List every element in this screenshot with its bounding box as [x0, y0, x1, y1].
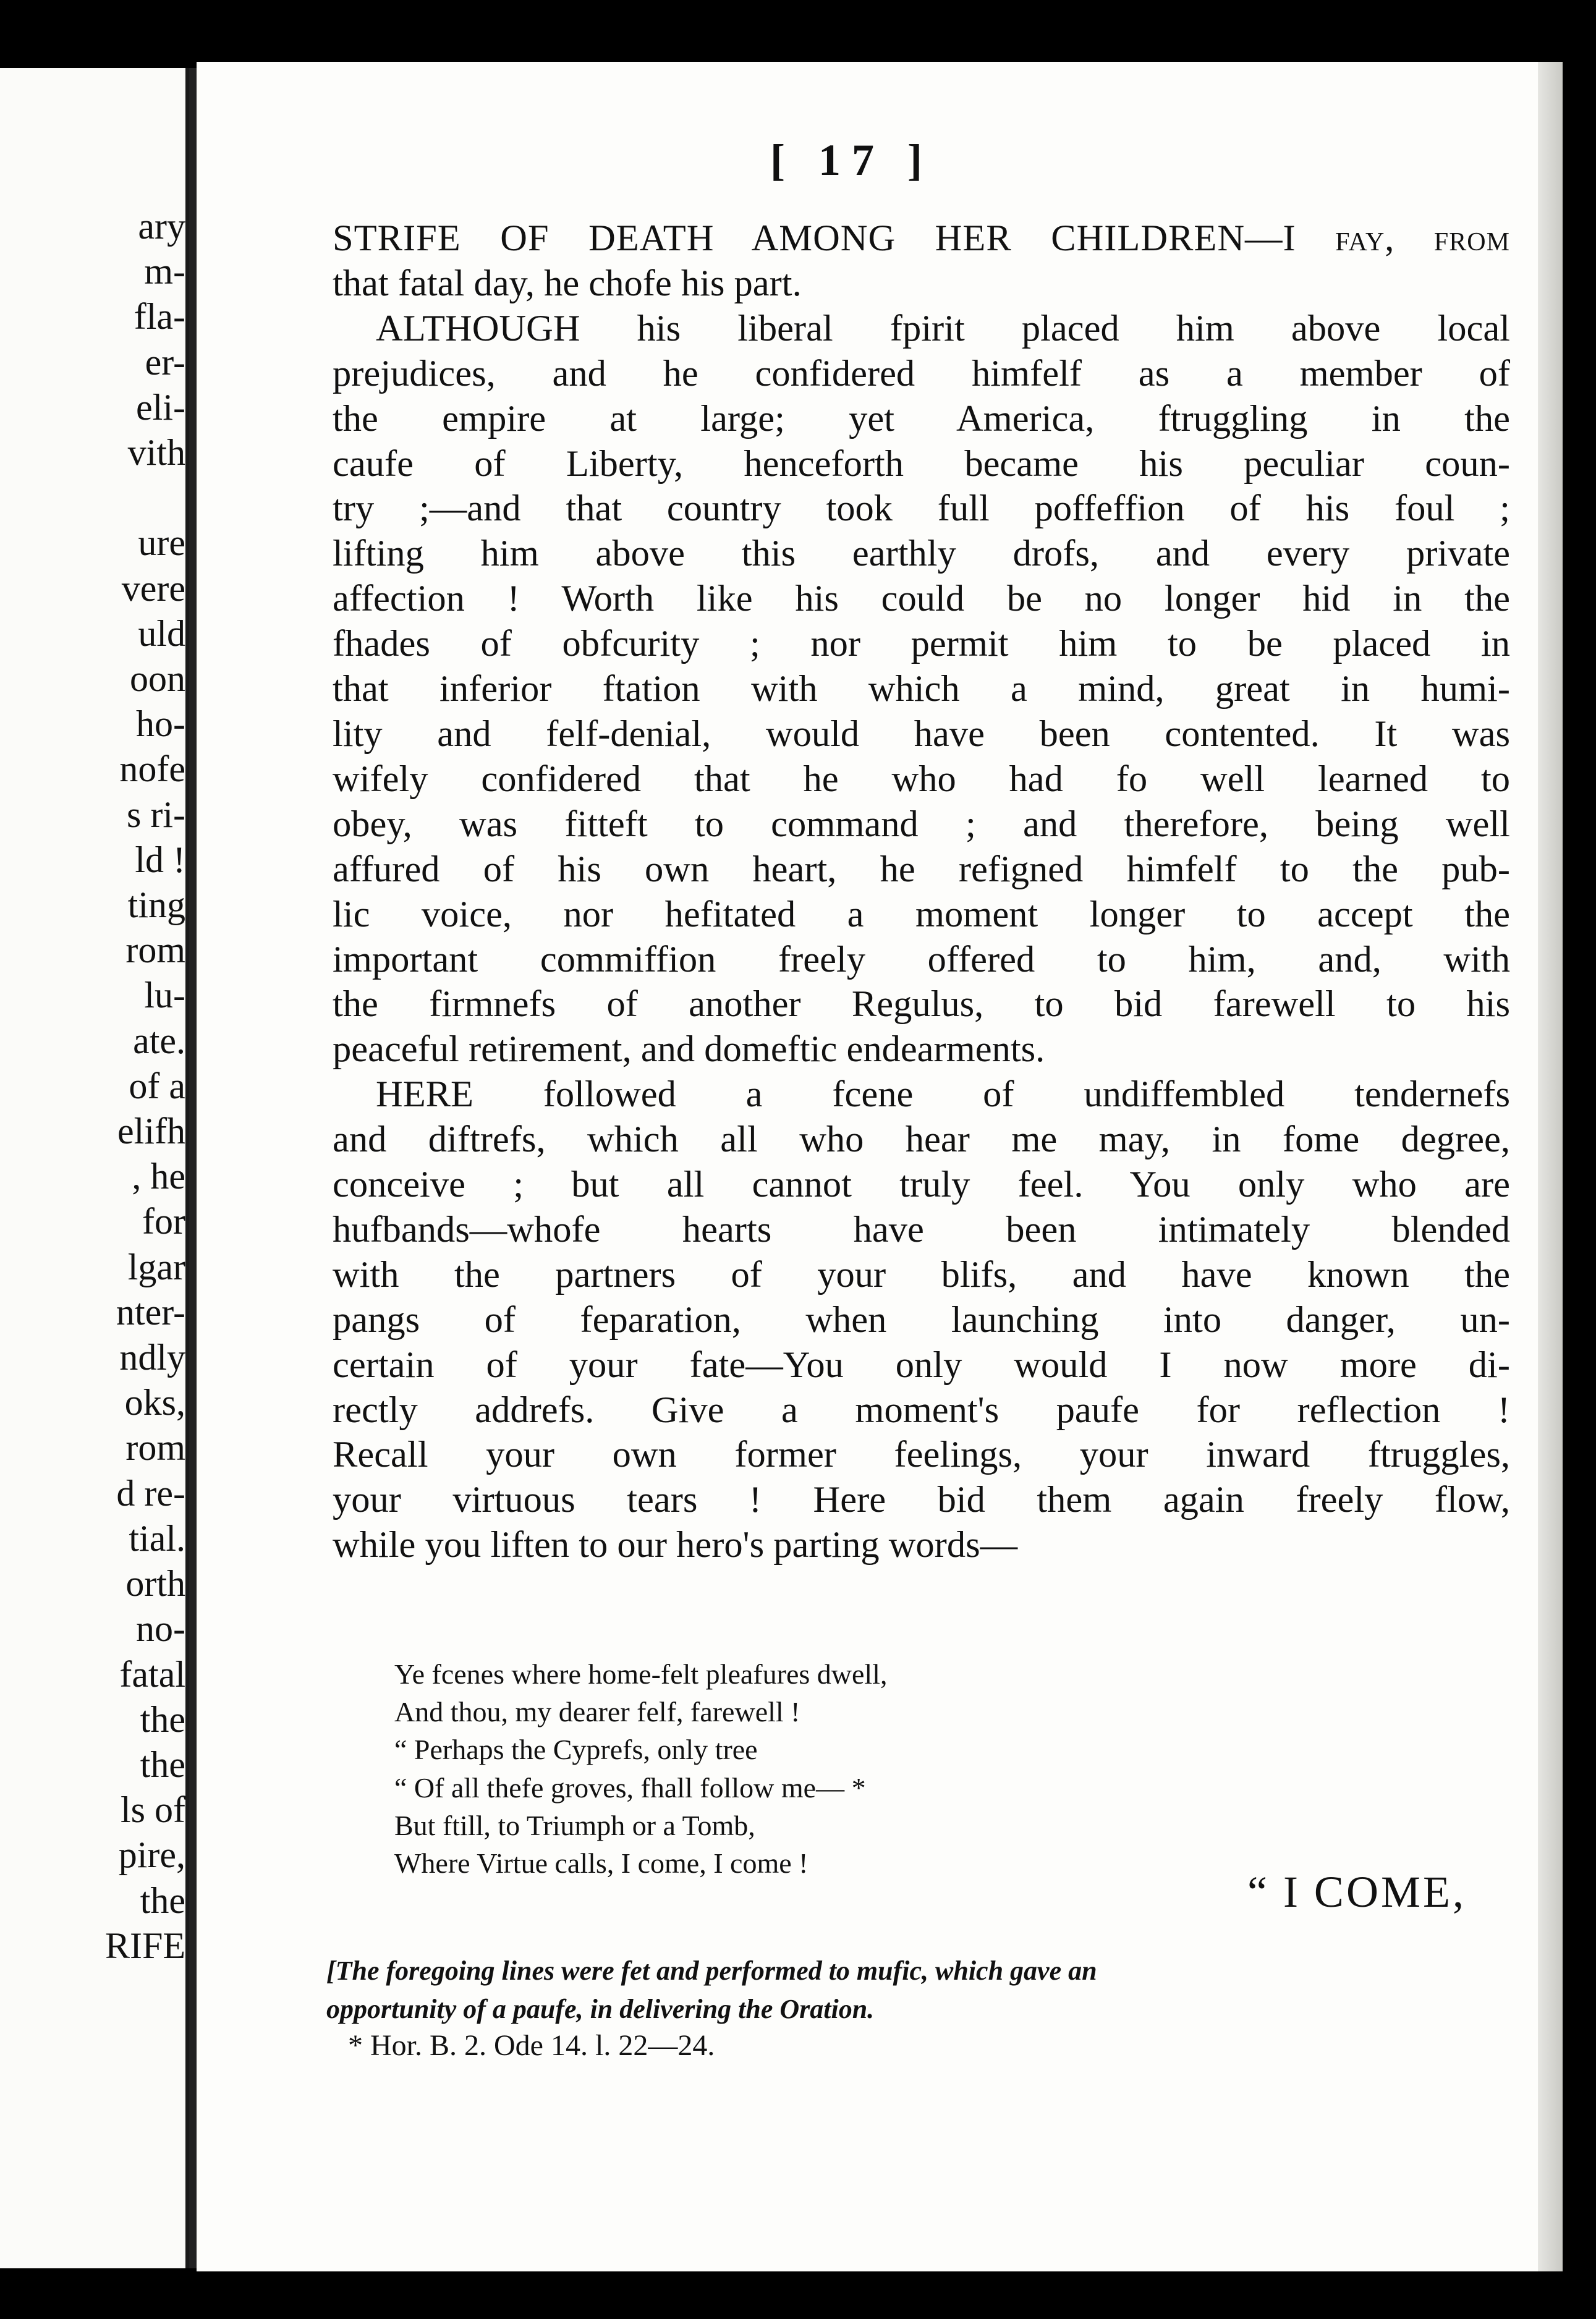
- text-line: hufbands—whofe hearts have been intimately blended: [333, 1208, 1510, 1250]
- facing-page-fragment: ure: [138, 522, 185, 564]
- text-line: lity and felf-denial, would have been contented. It was: [333, 713, 1510, 755]
- facing-page-fragment: fatal: [119, 1653, 185, 1695]
- facing-page-text-fragments: [62, 204, 185, 1969]
- text-line: the firmnefs of another Regulus, to bid farewell to his: [333, 983, 1510, 1025]
- facing-page-fragment: rom: [125, 1427, 185, 1469]
- facing-page-fragment: vith: [127, 432, 185, 473]
- facing-page-fragment: d re-: [116, 1472, 185, 1514]
- facing-page-fragment: pire,: [118, 1834, 185, 1876]
- facing-page-fragment: ndly: [119, 1337, 185, 1378]
- facing-page-fragment: no-: [136, 1608, 185, 1650]
- poem-line: “ Of all thefe groves, fhall follow me— *: [394, 1771, 866, 1804]
- poem-verse: [394, 1655, 887, 1882]
- facing-page-fragment: orth: [125, 1563, 185, 1605]
- facing-page-fragment: oks,: [124, 1382, 185, 1423]
- page-17: [197, 62, 1538, 2271]
- facing-page-left: [0, 68, 189, 2268]
- text-line: Recall your own former feelings, your inward ftruggles,: [333, 1434, 1510, 1476]
- facing-page-fragment: ting: [127, 884, 185, 926]
- facing-page-fragment: ld !: [135, 839, 185, 880]
- facing-page-fragment: lgar: [127, 1246, 185, 1287]
- text-line: pangs of feparation, when launching into danger, un-: [333, 1299, 1510, 1341]
- text-line: rectly addrefs. Give a moment's paufe for reflection !: [333, 1389, 1510, 1431]
- facing-page-fragment: ate.: [133, 1020, 185, 1061]
- text-line: fhades of obfcurity ; nor permit him to be placed in: [333, 623, 1510, 665]
- bracketed-note: [326, 1952, 1513, 2029]
- text-line: wifely confidered that he who had fo well learned to: [333, 758, 1510, 800]
- poem-line: But ftill, to Triumph or a Tomb,: [394, 1809, 755, 1841]
- footnote-citation: * Hor. B. 2. Ode 14. l. 22—24.: [348, 2029, 715, 2062]
- facing-page-fragment: nter-: [116, 1291, 185, 1333]
- facing-page-fragment: the: [140, 1880, 185, 1921]
- facing-page-fragment: er-: [145, 341, 185, 383]
- facing-page-fragment: for: [142, 1201, 185, 1242]
- facing-page-fragment: of a: [129, 1065, 185, 1106]
- text-line: conceive ; but all cannot truly feel. You only who are: [333, 1164, 1510, 1206]
- poem-line: Where Virtue calls, I come, I come !: [394, 1847, 809, 1880]
- facing-page-fragment: oon: [130, 658, 185, 700]
- facing-page-fragment: ary: [138, 206, 185, 247]
- poem-line: Ye fcenes where home-felt pleafures dwell,: [394, 1658, 888, 1690]
- page-edge-shadow: [1538, 62, 1563, 2271]
- facing-page-fragment: m-: [144, 251, 185, 292]
- oration-body-text: [333, 216, 1510, 1568]
- facing-page-fragment: eli-: [136, 386, 185, 428]
- text-line: the empire at large; yet America, ftruggling in the: [333, 397, 1510, 439]
- text-line: with the partners of your blifs, and have known the: [333, 1253, 1510, 1295]
- text-line: and diftrefs, which all who hear me may, in fome degree,: [333, 1119, 1510, 1161]
- facing-page-fragment: [62, 475, 185, 520]
- text-line: obey, was fitteft to command ; and therefore, being well: [333, 803, 1510, 845]
- text-line: caufe of Liberty, henceforth became his peculiar coun-: [333, 443, 1510, 485]
- facing-page-fragment: elifh: [117, 1111, 185, 1152]
- facing-page-fragment: tial.: [129, 1517, 185, 1559]
- text-line: certain of your fate—You only would I now more di-: [333, 1344, 1510, 1386]
- facing-page-fragment: ho-: [136, 703, 185, 745]
- facing-page-fragment: vere: [121, 567, 185, 609]
- text-line: STRIFE OF DEATH AMONG HER CHILDREN—I fay, from: [333, 218, 1510, 259]
- facing-page-fragment: the: [140, 1744, 185, 1785]
- facing-page-fragment: s ri-: [127, 794, 185, 835]
- text-line: peaceful retirement, and domeftic endearments.: [333, 1028, 1045, 1070]
- facing-page-fragment: nofe: [119, 748, 185, 790]
- facing-page-fragment: ls of: [121, 1789, 185, 1831]
- text-line: important commiffion freely offered to him, and, with: [333, 938, 1510, 980]
- page-number: [ 17 ]: [770, 135, 933, 185]
- facing-page-fragment: , he: [132, 1156, 185, 1197]
- text-line: HERE followed a fcene of undiffembled tendernefs: [376, 1074, 1510, 1116]
- text-line: that fatal day, he chofe his part.: [333, 262, 802, 304]
- text-line: lic voice, nor hefitated a moment longer to accept the: [333, 893, 1510, 935]
- facing-page-fragment: RIFE: [104, 1925, 185, 1966]
- text-line: try ;—and that country took full poffeffion of his foul ;: [333, 488, 1510, 530]
- facing-page-fragment: rom: [125, 930, 185, 971]
- note-line: opportunity of a paufe, in delivering the Oration.: [326, 1994, 875, 2024]
- text-line: lifting him above this earthly drofs, and every private: [333, 533, 1510, 575]
- text-line: while you liften to our hero's parting words—: [333, 1524, 1018, 1566]
- text-line: affured of his own heart, he refigned himfelf to the pub-: [333, 848, 1510, 890]
- facing-page-fragment: uld: [138, 613, 185, 654]
- facing-page-fragment: lu-: [144, 975, 185, 1016]
- facing-page-fragment: fla-: [134, 296, 185, 337]
- closing-exclamation: “ I COME,: [1247, 1867, 1466, 1917]
- text-line: that inferior ftation with which a mind, great in humi-: [333, 668, 1510, 710]
- poem-line: “ Perhaps the Cyprefs, only tree: [394, 1734, 758, 1766]
- text-line: prejudices, and he confidered himfelf as a member of: [333, 352, 1510, 394]
- poem-line: And thou, my dearer felf, farewell !: [394, 1696, 800, 1728]
- text-line: your virtuous tears ! Here bid them again freely flow,: [333, 1479, 1510, 1521]
- facing-page-fragment: the: [140, 1698, 185, 1740]
- note-line: [The foregoing lines were fet and performed to mufic, which gave an: [326, 1956, 1097, 1986]
- text-line: ALTHOUGH his liberal fpirit placed him above local: [376, 307, 1510, 349]
- text-line: affection ! Worth like his could be no longer hid in the: [333, 578, 1510, 620]
